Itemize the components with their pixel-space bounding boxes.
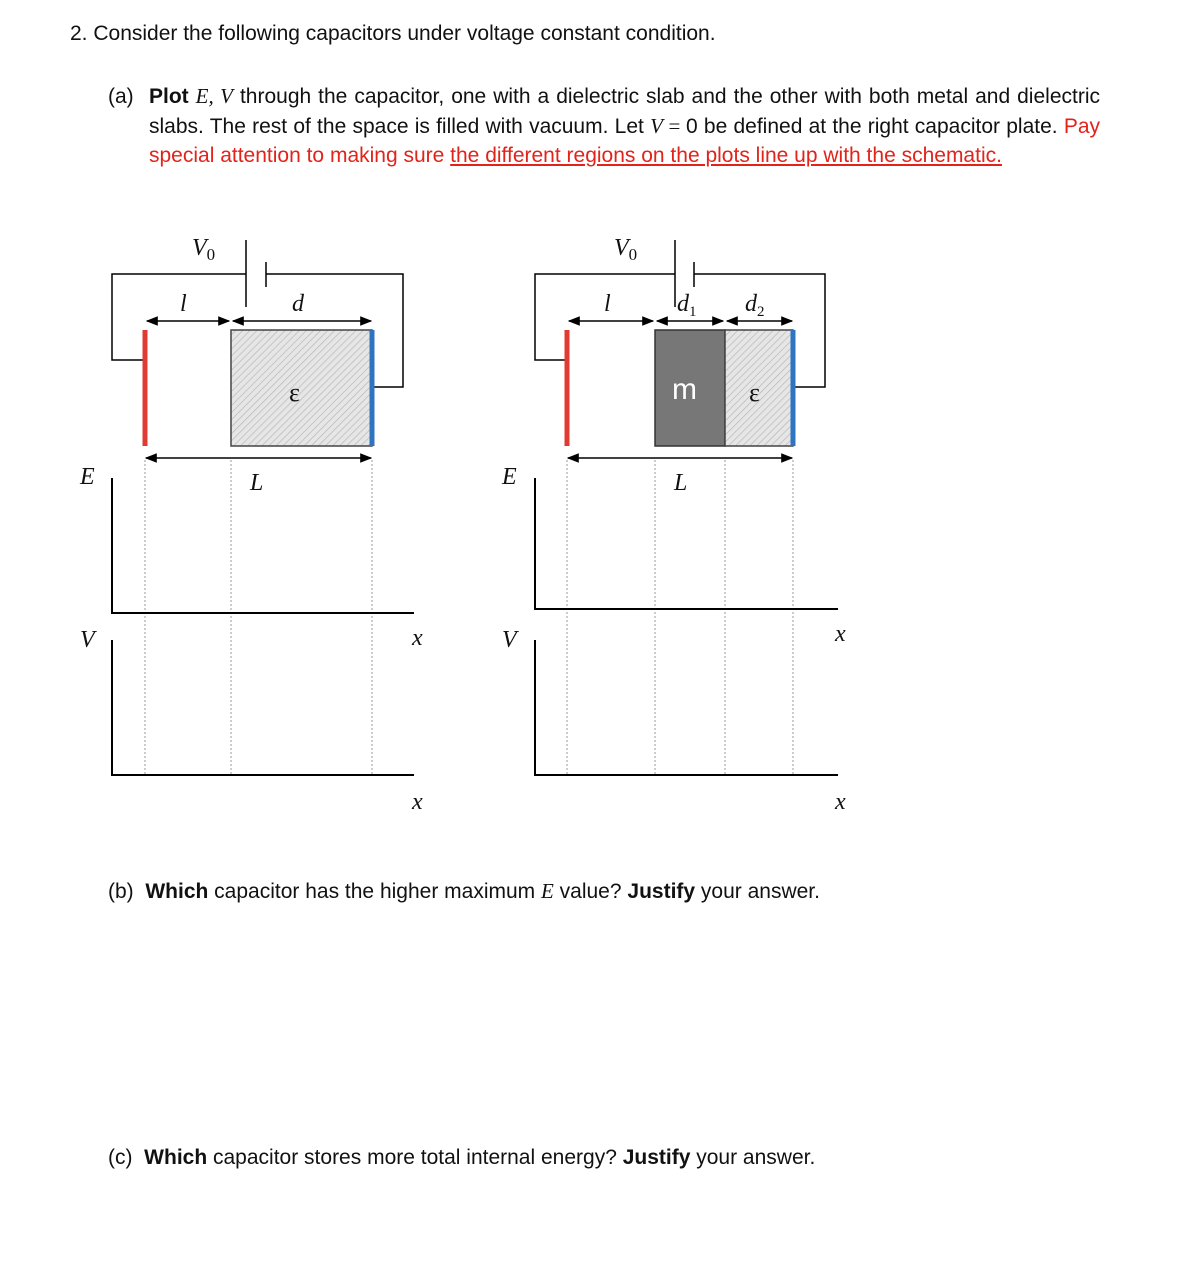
- d2-epsilon-symbol: ε: [749, 378, 760, 407]
- diagram-1: [112, 240, 414, 775]
- part-b-text2: value?: [553, 880, 628, 903]
- part-c-bold-which: Which: [144, 1146, 208, 1169]
- part-a-red-text: Pay special attention to making sure: [149, 114, 1100, 167]
- d2-e-axis-label: E: [502, 464, 517, 490]
- d1-gap-label: l: [180, 291, 187, 317]
- diagram-2: [535, 240, 838, 775]
- d2-e-x-label: x: [835, 621, 846, 647]
- d2-v-x-label: x: [835, 789, 846, 815]
- part-b-bold-justify: Justify: [627, 880, 696, 903]
- part-a-math-v: V: [650, 113, 663, 138]
- d1-wire-left: [112, 274, 246, 360]
- d1-e-plot-axes: [112, 478, 414, 613]
- question-title: 2. Consider the following capacitors under voltage constant condition.: [70, 22, 716, 45]
- d2-v-axis-label: V: [502, 627, 517, 653]
- part-b-text1: capacitor has the higher maximum: [208, 880, 541, 903]
- d2-metal-width-label: $d_1$: [677, 291, 697, 320]
- d1-v-axis-label: V: [80, 627, 95, 653]
- part-b-math-e: E: [541, 879, 554, 903]
- d1-e-x-label: x: [412, 625, 423, 651]
- d1-v-x-label: x: [412, 789, 423, 815]
- part-b-text3: your answer.: [695, 880, 820, 903]
- part-a-bold-plot: Plot: [149, 85, 189, 108]
- d1-voltage-label: $V_0$: [192, 235, 216, 264]
- part-b-text: [108, 879, 820, 904]
- d2-dielectric-width-label: $d_2$: [745, 291, 765, 320]
- part-b-bold-which: Which: [145, 880, 209, 903]
- d1-dielectric-slab: [231, 330, 372, 446]
- d1-epsilon-symbol: ε: [289, 378, 300, 407]
- part-a-text2: 0 be defined at the right capacitor plate.: [686, 114, 1064, 138]
- part-a-red-underline: the different regions on the plots line up with the schematic.: [450, 144, 1002, 167]
- d1-length-label: L: [250, 470, 264, 496]
- d1-slab-width-label: d: [292, 291, 304, 317]
- part-c-label: (c): [108, 1146, 133, 1169]
- part-a-label: (a): [108, 85, 134, 108]
- part-c-text1: capacitor stores more total internal energy?: [207, 1146, 623, 1169]
- part-a-equals: =: [662, 113, 686, 138]
- d2-metal-symbol: m: [672, 373, 697, 406]
- part-c-bold-justify: Justify: [622, 1146, 691, 1169]
- part-b-label: (b): [108, 880, 134, 903]
- part-c-text: [108, 1146, 815, 1170]
- part-c-text2: your answer.: [690, 1146, 816, 1169]
- d2-length-label: L: [674, 470, 688, 496]
- part-a-math-vars: E, V: [195, 84, 233, 108]
- d1-v-plot-axes: [112, 640, 414, 775]
- d2-voltage-label: $V_0$: [614, 235, 638, 264]
- d2-gap-label: l: [604, 291, 611, 317]
- d2-wire-left: [535, 274, 675, 360]
- d1-e-axis-label: E: [80, 464, 95, 490]
- part-a-text1: through the capacitor, one with a dielectric slab and the other with both metal and dielectric slabs. The rest of the space is filled with vacuum. Let: [149, 85, 1100, 138]
